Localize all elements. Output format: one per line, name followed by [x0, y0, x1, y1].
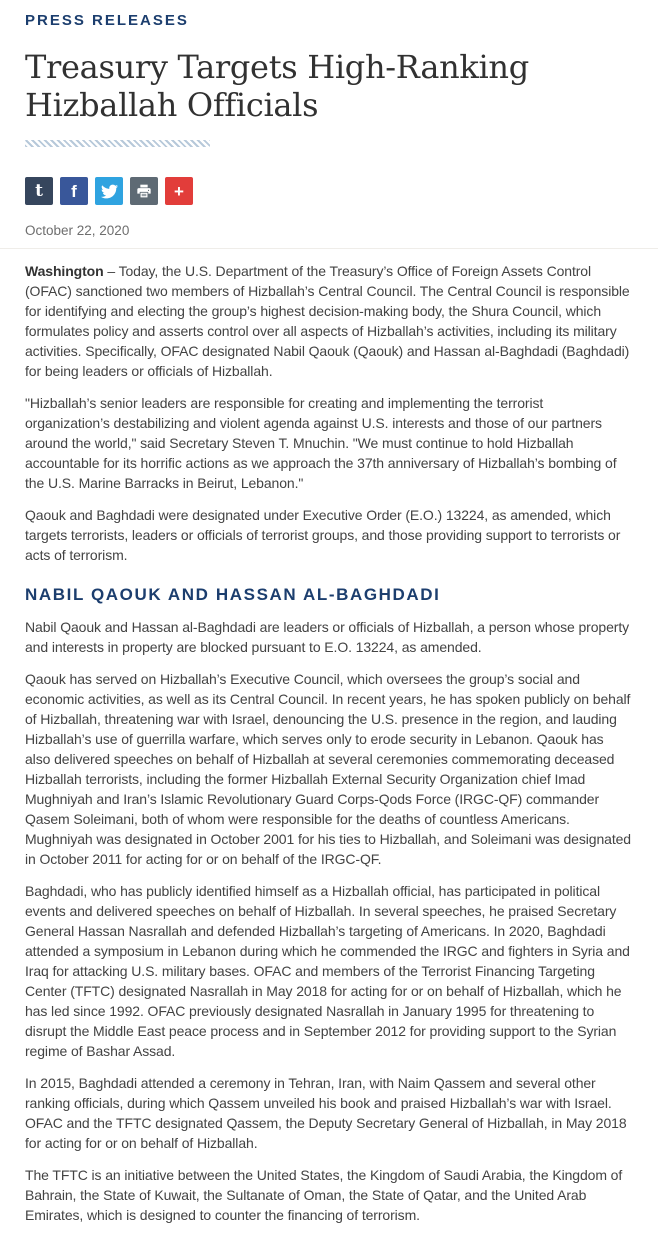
print-button[interactable] [130, 177, 158, 205]
printer-icon [136, 183, 152, 199]
press-release-body [25, 261, 631, 1225]
share-tumblr-button[interactable] [25, 177, 53, 205]
plus-icon: + [174, 181, 184, 201]
facebook-icon: f [71, 181, 77, 201]
paragraph-blocked-property: Nabil Qaouk and Hassan al-Baghdadi are leaders or officials of Hizballah, a person whose property and interests in property are blocked pursuant to E.O. 13224, as amended. [25, 619, 630, 655]
twitter-bird-icon [101, 183, 118, 200]
paragraph-lead [25, 261, 631, 381]
share-more-button[interactable] [165, 177, 193, 205]
section-heading: NABIL QAOUK AND HASSAN AL-BAGHDADI [25, 585, 441, 604]
share-buttons-row [25, 177, 631, 205]
paragraph-quote: "Hizballah’s senior leaders are responsible for creating and implementing the terrorist organization’s destabilizing and violent agenda against U.S. interests and those of our partners around the world," said Secretary Steven T. Mnuchin. "We must continue to hold Hizballah accountable for its horrific actions as we approach the 37th anniversary of Hizballah’s bombing of the U.S. Marine Barracks in Beirut, Lebanon." [25, 395, 617, 491]
publish-date: October 22, 2020 [25, 223, 130, 238]
share-facebook-button[interactable] [60, 177, 88, 205]
breadcrumb-press-releases[interactable]: PRESS RELEASES [25, 12, 189, 29]
tumblr-icon: t [35, 180, 43, 201]
share-twitter-button[interactable] [95, 177, 123, 205]
dateline-label: Washington [25, 263, 104, 279]
page-title: Treasury Targets High-Ranking Hizballah Officials [25, 48, 529, 124]
paragraph-tftc: The TFTC is an initiative between the United States, the Kingdom of Saudi Arabia, the Kingdom of Bahrain, the State of Kuwait, the Sultanate of Oman, the State of Qatar, and the United Arab Emirates, which is designed to counter the financing of terrorism. [25, 1167, 623, 1223]
paragraph-tehran-ceremony: In 2015, Baghdadi attended a ceremony in Tehran, Iran, with Naim Qassem and several other ranking officials, during which Qassem unveiled his book and praised Hizballah’s war with Israel. OFAC and the TFTC designated Qassem, the Deputy Secretary General of Hizballah, in May 2018 for acting for or on behalf of Hizballah. [25, 1075, 627, 1151]
paragraph-designation: Qaouk and Baghdadi were designated under Executive Order (E.O.) 13224, as amended, which targets terrorists, leaders or officials of terrorist groups, and those providing support to terrorists or acts of terrorism. [25, 507, 621, 563]
lead-text: – Today, the U.S. Department of the Treasury’s Office of Foreign Assets Control (OFAC) sanctioned two members of Hizballah’s Central Council. The Central Council is responsible for identifying and electing the group’s highest decision-making body, the Shura Council, which formulates policy and asserts control over all aspects of Hizballah’s activities, including its military activities. Specifically, OFAC designated Nabil Qaouk (Qaouk) and Hassan al-Baghdadi (Baghdadi) for being leaders or officials of Hizballah. [25, 263, 630, 379]
content-divider [0, 248, 658, 249]
paragraph-baghdadi: Baghdadi, who has publicly identified himself as a Hizballah official, has participated in political events and delivered speeches on behalf of Hizballah. In several speeches, he praised Secretary General Hassan Nasrallah and defended Hizballah’s targeting of Americans. In 2020, Baghdadi attended a symposium in Lebanon during which he commended the IRGC and fighters in Syria and Iraq for attacking U.S. military bases. OFAC and members of the Terrorist Financing Targeting Center (TFTC) designated Nasrallah in May 2018 for acting for or on behalf of Hizballah, which he has led since 1992. OFAC previously designated Nasrallah in January 1995 for threatening to disrupt the Middle East peace process and in September 2012 for providing support to the Syrian regime of Bashar Assad. [25, 883, 630, 1059]
hatched-divider [25, 140, 210, 147]
paragraph-qaouk: Qaouk has served on Hizballah’s Executive Council, which oversees the group’s social and economic activities, as well as its Central Council. In recent years, he has spoken publicly on behalf of Hizballah, threatening war with Israel, denouncing the U.S. presence in the region, and lauding Hizballah’s use of guerrilla warfare, which serves only to erode security in Lebanon. Qaouk has also delivered speeches on behalf of Hizballah at several ceremonies commemorating deceased Hizballah terrorists, including the former Hizballah External Security Organization chief Imad Mughniyah and Iran’s Islamic Revolutionary Guard Corps-Qods Force (IRGC-QF) commander Qasem Soleimani, both of whom were responsible for the deaths of countless Americans. Mughniyah was designated in October 2001 for his ties to Hizballah, and Soleimani was designated in October 2011 for acting for or on behalf of the IRGC-QF. [25, 671, 631, 867]
